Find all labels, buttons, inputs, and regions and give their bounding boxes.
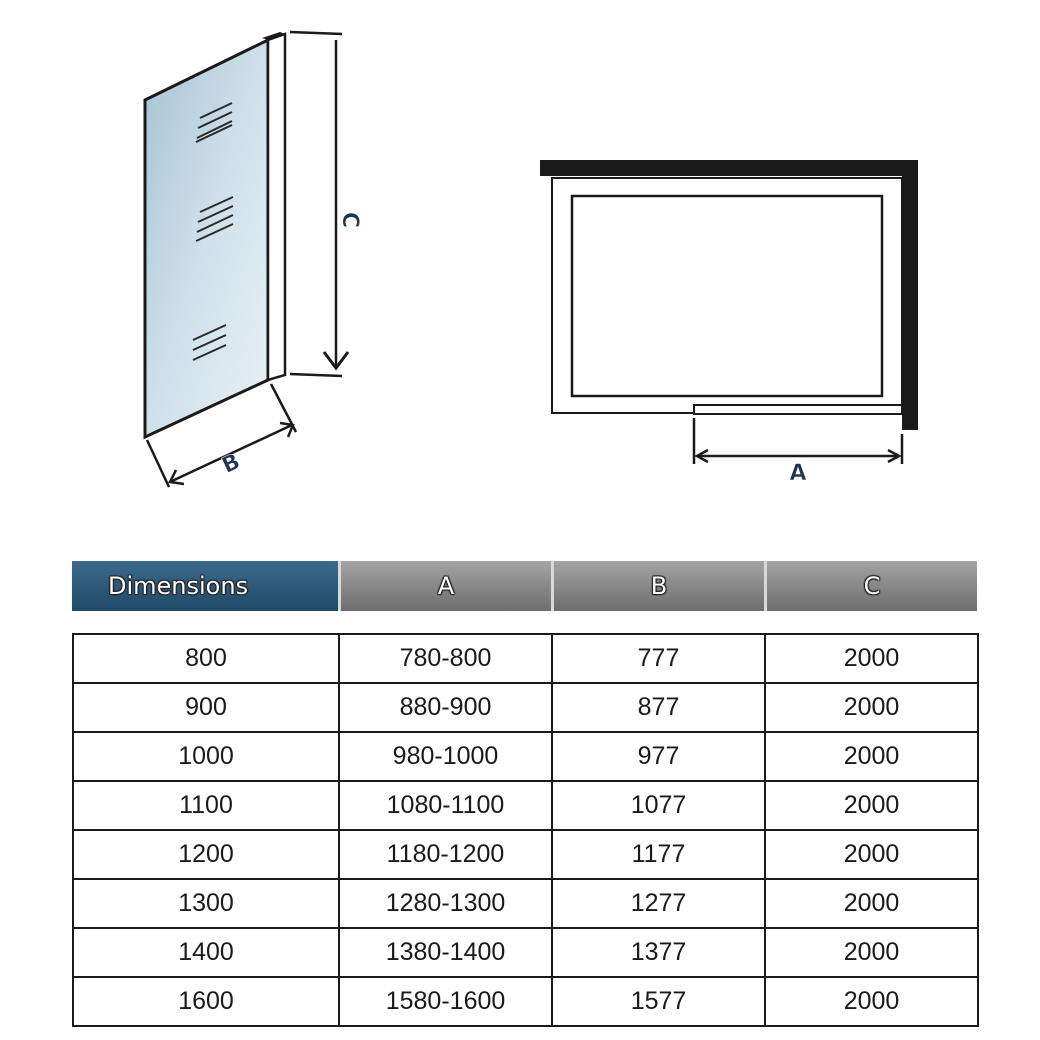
table-row — [73, 781, 978, 830]
dimension-label-c: C — [337, 211, 362, 229]
table-cell: 2000 — [765, 781, 978, 830]
table-row — [73, 634, 978, 683]
plan-dimension-a — [694, 418, 902, 464]
dimension-label-a: A — [789, 461, 807, 486]
table-row — [73, 732, 978, 781]
table-cell: 877 — [552, 683, 765, 732]
table-cell: 1300 — [73, 879, 339, 928]
dimension-label-b: B — [218, 449, 245, 479]
table-row — [73, 683, 978, 732]
table-cell: 2000 — [765, 830, 978, 879]
table-cell: 1577 — [552, 977, 765, 1026]
glass-panel — [145, 32, 285, 437]
table-cell: 1580-1600 — [339, 977, 552, 1026]
table-cell: 780-800 — [339, 634, 552, 683]
table-cell: 1380-1400 — [339, 928, 552, 977]
table-cell: 777 — [552, 634, 765, 683]
table-cell: 1177 — [552, 830, 765, 879]
table-cell: 2000 — [765, 977, 978, 1026]
table-cell: 1080-1100 — [339, 781, 552, 830]
table-cell: 800 — [73, 634, 339, 683]
table-cell: 1600 — [73, 977, 339, 1026]
table-row — [73, 977, 978, 1026]
header-b: B — [551, 561, 764, 611]
table-cell: 1200 — [73, 830, 339, 879]
table-cell: 2000 — [765, 879, 978, 928]
table-cell: 1400 — [73, 928, 339, 977]
table-cell: 1180-1200 — [339, 830, 552, 879]
table-cell: 900 — [73, 683, 339, 732]
table-row — [73, 879, 978, 928]
table-cell: 2000 — [765, 634, 978, 683]
dimensions-table — [72, 633, 979, 1027]
table-cell: 1280-1300 — [339, 879, 552, 928]
table-cell: 977 — [552, 732, 765, 781]
table-header — [72, 561, 977, 611]
table-row — [73, 830, 978, 879]
table-cell: 1100 — [73, 781, 339, 830]
table-cell: 880-900 — [339, 683, 552, 732]
header-c: C — [764, 561, 977, 611]
plan-view — [540, 160, 918, 430]
table-row — [73, 928, 978, 977]
table-cell: 1277 — [552, 879, 765, 928]
height-dimension — [290, 32, 348, 376]
table-cell: 2000 — [765, 732, 978, 781]
table-cell: 1000 — [73, 732, 339, 781]
header-dimensions: Dimensions — [72, 561, 338, 611]
table-cell: 1077 — [552, 781, 765, 830]
table-cell: 980-1000 — [339, 732, 552, 781]
table-cell: 2000 — [765, 928, 978, 977]
header-a: A — [338, 561, 551, 611]
table-cell: 1377 — [552, 928, 765, 977]
table-cell: 2000 — [765, 683, 978, 732]
